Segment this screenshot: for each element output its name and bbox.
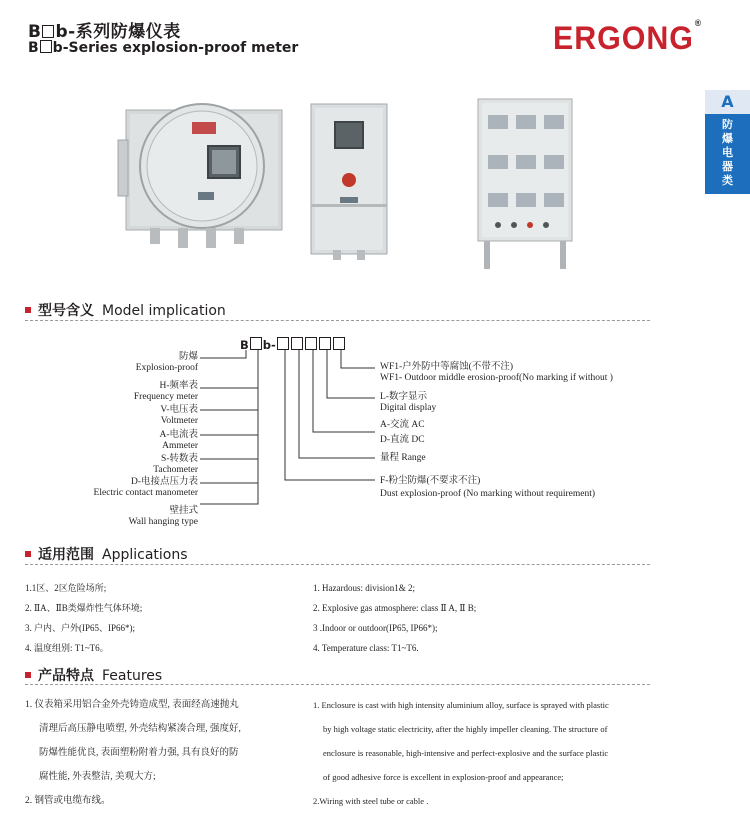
bullet-square: [25, 672, 31, 678]
category-letter: A: [705, 90, 750, 114]
label-voltmeter: V-电压表 Voltmeter: [160, 405, 198, 426]
label-wf1: WF1-户外防中等腐蚀(不带不注) WF1- Outdoor middle erosion-proof(No marking if without ): [380, 362, 613, 383]
features-cn-list: 1. 仪表箱采用铝合金外壳铸造成型, 表面经高速抛丸 清理后高压静电喷塑, 外壳结构紧凑合理, 强度好, 防爆性能优良, 表面塑粉附着力强, 具有良好的防 腐性能, 外表整洁, 美观大方; 2. 钢管或电缆布线。: [25, 700, 241, 806]
divider: [25, 684, 650, 685]
model-connector-lines: [190, 346, 390, 506]
label-manometer: D-电接点压力表 Electric contact manometer: [93, 477, 198, 498]
applications-en-list: 1. Hazardous: division1& 2; 2. Explosive gas atmosphere: class Ⅱ A, Ⅱ B; 3 .Indoor or outdoor(IP65, IP66*); 4. Temperature class: T1~T6.: [313, 583, 477, 653]
label-frequency: H-频率表 Frequency meter: [133, 381, 198, 402]
page-title-en: B b-Series explosion-proof meter: [28, 40, 299, 56]
label-ammeter: A-电流表 Ammeter: [159, 430, 198, 451]
label-wall-hanging: 壁挂式 Wall hanging type: [128, 506, 198, 527]
blank-box: [40, 40, 52, 53]
label-range: 量程 Range: [380, 453, 426, 463]
category-tab[interactable]: [705, 90, 750, 194]
divider: [25, 564, 650, 565]
bullet-square: [25, 307, 31, 313]
features-en-list: 1. Enclosure is cast with high intensity aluminium alloy, surface is sprayed with plastic by high voltage static electricity, after the highly impeller cleaning. The structure of enclosure is reasonable, high-intensive and perfect-explosive and the surface plastic of good adhesive force is excellent in explosion-proof and appearance; 2.Wiring with steel tube or cable .: [313, 700, 609, 806]
applications-cn-list: 1.1区、2区危险场所; 2. ⅡA、ⅡB类爆炸性气体环境; 3. 户内、户外(IP65、IP66*); 4. 温度组别: T1~T6。: [25, 583, 143, 653]
bullet-square: [25, 551, 31, 557]
page-title-cn: B b-系列防爆仪表: [28, 22, 181, 42]
section-heading-features: 产品特点 Features: [25, 665, 162, 685]
category-label: 防 爆 电 器 类: [722, 118, 733, 187]
square-meter-enclosure-image: [305, 100, 393, 265]
brand-logo: ERGONG®: [553, 18, 703, 56]
section-heading-model: 型号含义 Model implication: [25, 300, 226, 320]
label-digital-display: L-数字显示 Digital display: [380, 392, 437, 413]
cabinet-meter-enclosure-image: [470, 93, 580, 273]
section-heading-applications: 适用范围 Applications: [25, 544, 188, 564]
model-code: B b-: [240, 337, 346, 352]
divider: [25, 320, 650, 321]
round-meter-enclosure-image: [110, 100, 285, 260]
label-tachometer: S-转数表 Tachometer: [153, 454, 198, 475]
blank-box: [42, 25, 54, 38]
label-dust-proof: F-粉尘防爆(不要求不注) Dust explosion-proof (No marking without requirement): [380, 476, 596, 499]
label-ac-dc: A-交流 AC D-直流 DC: [380, 420, 425, 445]
label-explosion-proof: 防爆 Explosion-proof: [135, 352, 198, 373]
